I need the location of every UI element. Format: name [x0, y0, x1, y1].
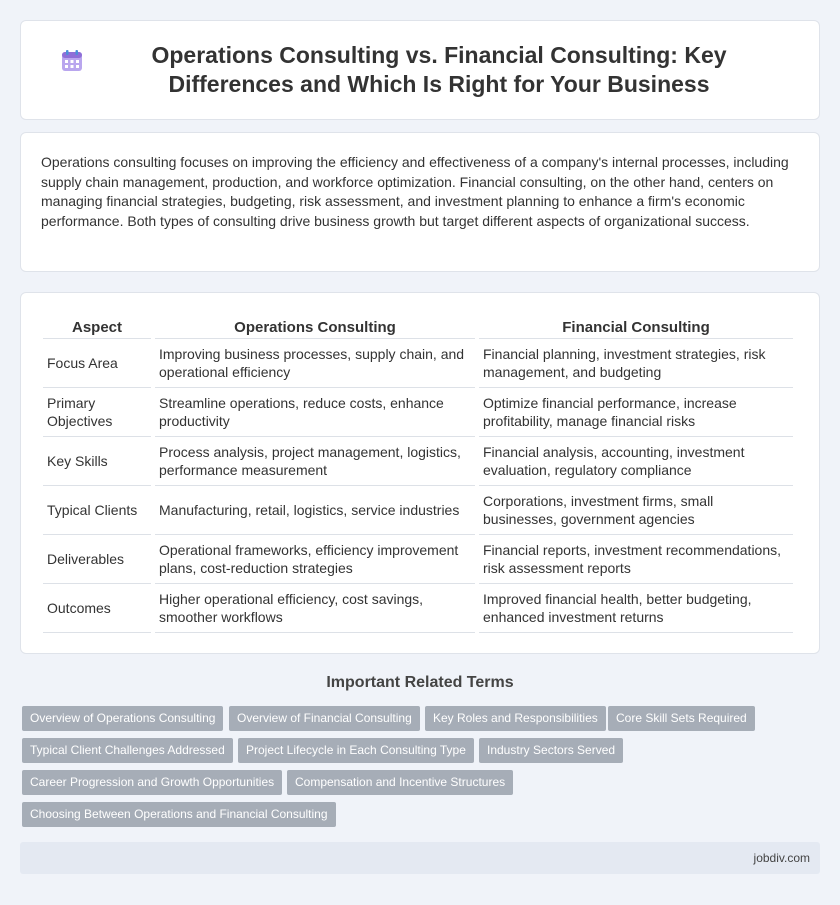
header-aspect: Aspect	[43, 315, 151, 339]
table-row	[43, 339, 793, 388]
table-row	[43, 584, 793, 633]
calendar-grid-icon	[60, 49, 84, 73]
intro-paragraph: Operations consulting focuses on improving the efficiency and effectiveness of a company's internal processes, including supply chain management, production, and workforce optimization. Financial consulting, on the other hand, centers on managing financial strategies, budgeting, risk assessment, and investment planning to enhance a firm's economic performance. Both types of consulting drive business growth but target different aspects of organizational success.	[41, 154, 789, 229]
header-financial: Financial Consulting	[479, 315, 793, 339]
footer-site-link[interactable]: jobdiv.com	[753, 851, 810, 865]
intro-card	[20, 132, 820, 272]
related-terms-heading: Important Related Terms	[326, 674, 514, 691]
related-term-tag[interactable]: Choosing Between Operations and Financial Consulting	[22, 802, 336, 827]
related-term-tag[interactable]: Overview of Operations Consulting	[22, 706, 223, 731]
cell-operations: Improving business processes, supply chain, and operational efficiency	[155, 339, 475, 388]
related-term-tag[interactable]: Project Lifecycle in Each Consulting Type	[238, 738, 474, 763]
cell-operations: Process analysis, project management, logistics, performance measurement	[155, 437, 475, 486]
related-term-tag[interactable]: Overview of Financial Consulting	[229, 706, 420, 731]
title-card	[20, 20, 820, 120]
related-term-tag[interactable]: Compensation and Incentive Structures	[287, 770, 513, 795]
cell-financial: Financial reports, investment recommendations, risk assessment reports	[479, 535, 793, 584]
table-row	[43, 437, 793, 486]
comparison-table	[39, 315, 797, 633]
cell-financial: Financial analysis, accounting, investment evaluation, regulatory compliance	[479, 437, 793, 486]
page-title: Operations Consulting vs. Financial Consulting: Key Differences and Which Is Right for Your Business	[151, 42, 727, 97]
cell-aspect: Typical Clients	[43, 486, 151, 535]
related-term-tag[interactable]: Typical Client Challenges Addressed	[22, 738, 233, 763]
cell-aspect: Key Skills	[43, 437, 151, 486]
cell-aspect: Primary Objectives	[43, 388, 151, 437]
cell-operations: Operational frameworks, efficiency improvement plans, cost-reduction strategies	[155, 535, 475, 584]
table-header-row	[43, 315, 793, 339]
table-row	[43, 486, 793, 535]
cell-aspect: Focus Area	[43, 339, 151, 388]
cell-operations: Streamline operations, reduce costs, enhance productivity	[155, 388, 475, 437]
related-term-tag[interactable]: Core Skill Sets Required	[608, 706, 755, 731]
related-term-tag[interactable]: Career Progression and Growth Opportunities	[22, 770, 282, 795]
table-row	[43, 388, 793, 437]
related-term-tag[interactable]: Industry Sectors Served	[479, 738, 623, 763]
cell-financial: Financial planning, investment strategies, risk management, and budgeting	[479, 339, 793, 388]
comparison-card	[20, 292, 820, 654]
cell-aspect: Deliverables	[43, 535, 151, 584]
cell-aspect: Outcomes	[43, 584, 151, 633]
cell-financial: Improved financial health, better budgeting, enhanced investment returns	[479, 584, 793, 633]
header-operations: Operations Consulting	[155, 315, 475, 339]
title-wrap	[60, 41, 780, 99]
cell-operations: Manufacturing, retail, logistics, service industries	[155, 486, 475, 535]
cell-financial: Corporations, investment firms, small businesses, government agencies	[479, 486, 793, 535]
footer	[20, 842, 820, 874]
related-term-tag[interactable]: Key Roles and Responsibilities	[425, 706, 606, 731]
cell-financial: Optimize financial performance, increase profitability, manage financial risks	[479, 388, 793, 437]
table-row	[43, 535, 793, 584]
cell-operations: Higher operational efficiency, cost savings, smoother workflows	[155, 584, 475, 633]
